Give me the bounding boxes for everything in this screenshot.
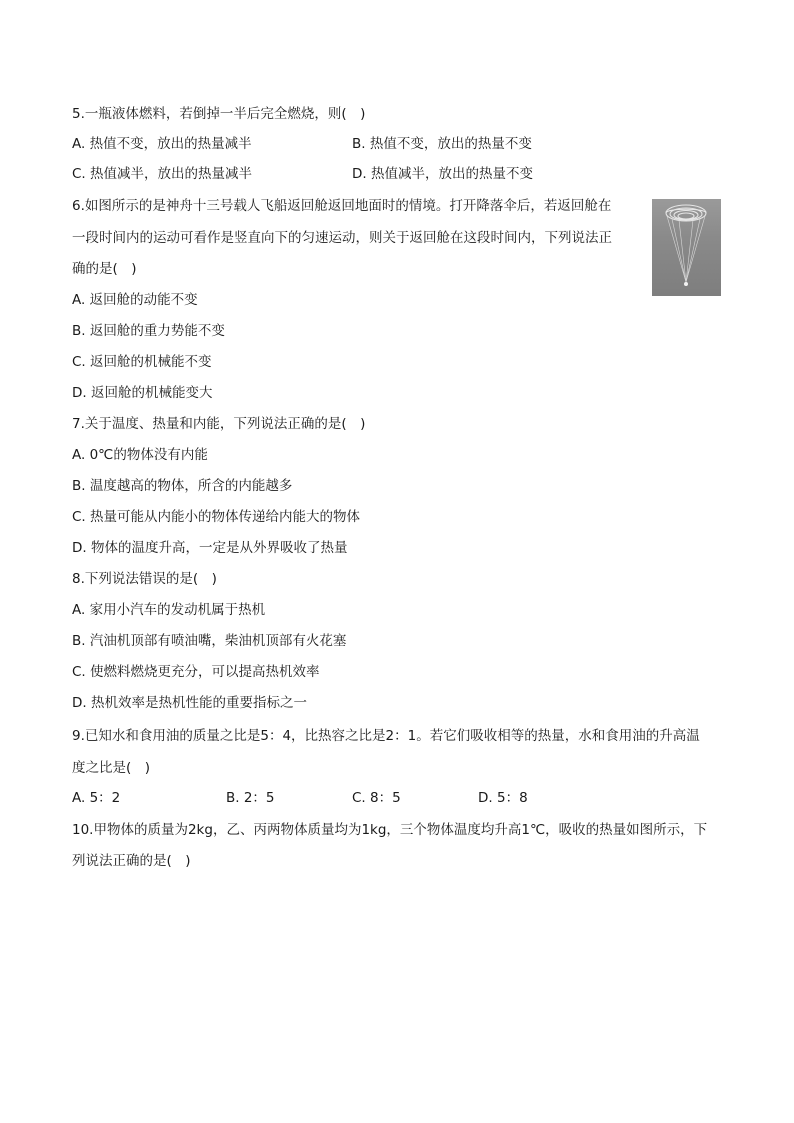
q8-option-c: C. 使燃料燃烧更充分，可以提高热机效率 — [72, 664, 320, 680]
q6-option-d: D. 返回舱的机械能变大 — [72, 385, 213, 401]
q5-option-d: D. 热值减半，放出的热量不变 — [352, 166, 533, 182]
q8-option-d: D. 热机效率是热机性能的重要指标之一 — [72, 695, 307, 711]
q7-stem: 7.关于温度、热量和内能，下列说法正确的是( ) — [72, 416, 366, 432]
q9-option-d: D. 5：8 — [478, 790, 528, 806]
q6-option-b: B. 返回舱的重力势能不变 — [72, 323, 225, 339]
q6-stem-line3: 确的是( ) — [72, 261, 137, 277]
q7-option-d: D. 物体的温度升高，一定是从外界吸收了热量 — [72, 540, 348, 556]
q6-option-c: C. 返回舱的机械能不变 — [72, 354, 212, 370]
q7-option-c: C. 热量可能从内能小的物体传递给内能大的物体 — [72, 509, 361, 525]
q10-stem-line1: 10.甲物体的质量为2kg，乙、丙两物体质量均为1kg，三个物体温度均升高1℃，吸收的热量如图所示，下 — [72, 822, 708, 838]
q5-option-c: C. 热值减半，放出的热量减半 — [72, 166, 253, 182]
q9-option-a: A. 5：2 — [72, 790, 121, 806]
q5-stem: 5.一瓶液体燃料，若倒掉一半后完全燃烧，则( ) — [72, 106, 366, 122]
q6-stem-line2: 一段时间内的运动可看作是竖直向下的匀速运动，则关于返回舱在这段时间内，下列说法正 — [72, 230, 612, 246]
q8-stem: 8.下列说法错误的是( ) — [72, 571, 217, 587]
q5-option-a: A. 热值不变，放出的热量减半 — [72, 136, 252, 152]
q6-option-a: A. 返回舱的动能不变 — [72, 292, 198, 308]
q8-option-a: A. 家用小汽车的发动机属于热机 — [72, 602, 266, 618]
q7-option-a: A. 0℃的物体没有内能 — [72, 447, 208, 463]
q9-stem-line1: 9.已知水和食用油的质量之比是5：4，比热容之比是2：1。若它们吸收相等的热量，水和食用油的升高温 — [72, 728, 700, 744]
q10-stem-line2: 列说法正确的是( ) — [72, 853, 191, 869]
q6-stem-line1: 6.如图所示的是神舟十三号载人飞船返回舱返回地面时的情境。打开降落伞后，若返回舱在 — [72, 198, 612, 214]
q9-option-b: B. 2：5 — [226, 790, 275, 806]
q9-option-c: C. 8：5 — [352, 790, 401, 806]
q5-option-b: B. 热值不变，放出的热量不变 — [352, 136, 532, 152]
q8-option-b: B. 汽油机顶部有喷油嘴，柴油机顶部有火花塞 — [72, 633, 347, 649]
q9-stem-line2: 度之比是( ) — [72, 760, 151, 776]
parachute-capsule-photo — [652, 199, 721, 296]
q7-option-b: B. 温度越高的物体，所含的内能越多 — [72, 478, 293, 494]
